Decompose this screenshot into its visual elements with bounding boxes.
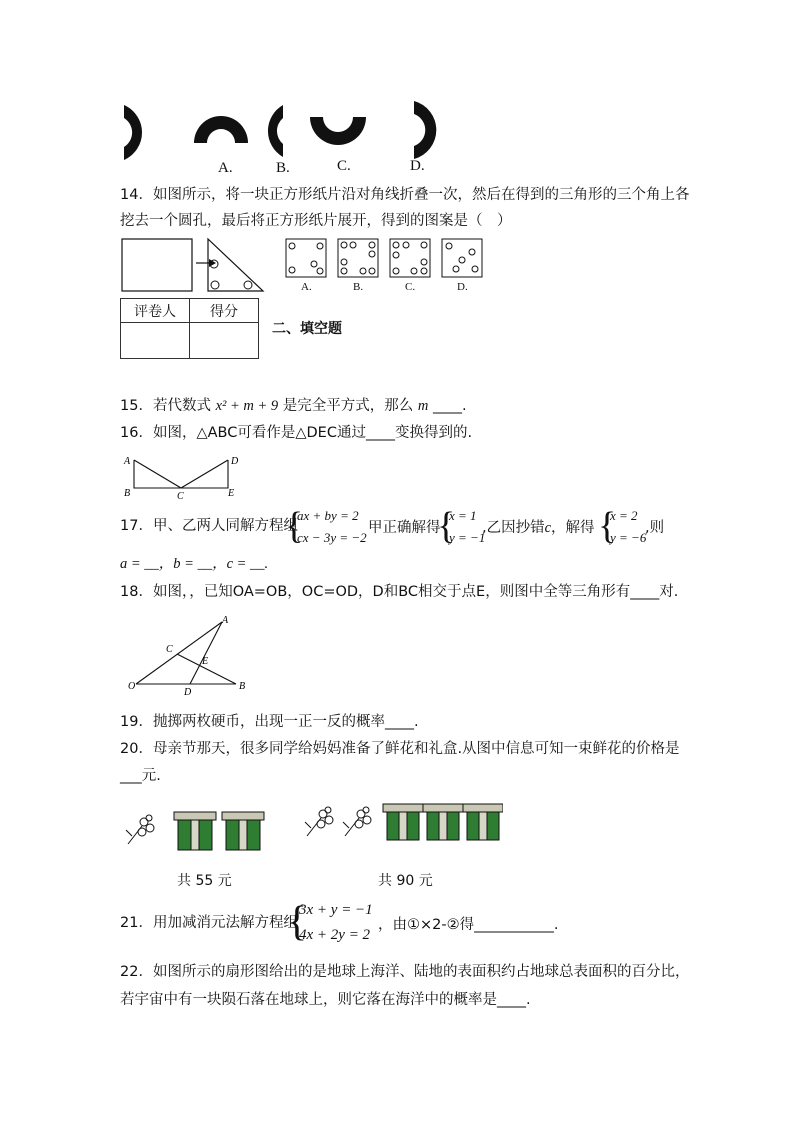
gift-box-icon bbox=[463, 804, 503, 840]
q14-option-d-label: D. bbox=[457, 281, 468, 293]
q18-label-c: C bbox=[166, 644, 173, 655]
q21-eq2: 4x + 2y = 2 bbox=[299, 927, 371, 943]
q14-option-b-label: B. bbox=[353, 281, 364, 293]
q14-option-a-label: A. bbox=[301, 281, 312, 293]
q17-s1a: x = 1 bbox=[449, 508, 477, 523]
q17-c-var: c bbox=[544, 520, 552, 536]
q17-mid2: ,乙因抄错c，解得 bbox=[482, 520, 595, 536]
q17-brace-1: { bbox=[285, 505, 304, 547]
q18-label-a: A bbox=[222, 615, 229, 626]
q13-option-a-shape bbox=[194, 116, 248, 143]
q17-mid1: 甲正确解得 bbox=[368, 520, 441, 536]
flower-icon bbox=[126, 815, 154, 844]
q17-s1b: y = −1 bbox=[449, 530, 486, 545]
q15-mid: 是完全平方式，那么 bbox=[278, 398, 418, 414]
q15 bbox=[120, 396, 467, 416]
gift-box-icon bbox=[383, 804, 423, 840]
q13-option-c-shape bbox=[310, 117, 366, 145]
gift-box-icon bbox=[423, 804, 463, 840]
q13-original-shape bbox=[124, 105, 142, 160]
q17-solution-2 bbox=[610, 505, 646, 549]
q21-brace: { bbox=[287, 899, 308, 945]
q13-option-c-label: C. bbox=[337, 158, 351, 174]
q20-figure-right bbox=[303, 800, 503, 846]
q15-post: ____. bbox=[428, 398, 467, 414]
q21-pre: 21．用加减消元法解方程组 bbox=[120, 915, 298, 931]
q21-eq1: 3x + y = −1 bbox=[299, 902, 373, 918]
q16-label-d: D bbox=[231, 456, 239, 467]
q16-label-b: B bbox=[124, 488, 131, 499]
flower-icon bbox=[343, 807, 371, 836]
score-table bbox=[120, 298, 259, 359]
q18-text: 18．如图，，已知OA=OB，OC=OD，D和BC相交于点E，则图中全等三角形有____对. bbox=[120, 584, 679, 600]
q17-eq1: ax + by = 2 bbox=[297, 508, 359, 523]
q13-option-b-label: B. bbox=[276, 160, 290, 176]
q14-text-2: 挖去一个圆孔，最后将正方形纸片展开，得到的图案是（ ） bbox=[120, 213, 512, 229]
score-table-header-score: 得分 bbox=[190, 299, 259, 323]
q17-s2a: x = 2 bbox=[610, 508, 638, 523]
q17-eq2: cx − 3y = −2 bbox=[297, 530, 367, 545]
q17-s2b: y = −6 bbox=[610, 530, 647, 545]
q16-figure bbox=[120, 450, 250, 500]
q16-label-e: E bbox=[228, 488, 235, 499]
q17-system bbox=[297, 505, 367, 549]
q22-text-2: 若宇宙中有一块陨石落在地球上，则它落在海洋中的概率是____. bbox=[120, 992, 531, 1008]
q20-caption-left: 共 55 元 bbox=[177, 873, 232, 889]
q16-text: 16．如图，△ABC可看作是△DEC通过____变换得到的. bbox=[120, 425, 473, 441]
q13-option-d-shape bbox=[414, 101, 436, 159]
q18-label-b: B bbox=[239, 681, 246, 692]
q20-text-2: ___元. bbox=[120, 768, 161, 784]
gift-box-icon bbox=[222, 812, 264, 850]
q21-post: ，由①×2-②得___________. bbox=[378, 917, 559, 933]
q17-solution-1 bbox=[449, 505, 485, 549]
q22-text: 22．如图所示的扇形图给出的是地球上海洋、陆地的表面积约占地球总表面积的百分比， bbox=[120, 964, 690, 980]
q14-option-c-label: C. bbox=[405, 281, 416, 293]
q13-option-b-shape bbox=[268, 105, 283, 157]
q19-text: 19．抛掷两枚硬币，出现一正一反的概率____. bbox=[120, 714, 419, 730]
q16-label-c: C bbox=[177, 491, 184, 500]
flower-icon bbox=[305, 807, 333, 836]
q14-text: 14．如图所示，将一块正方形纸片沿对角线折叠一次，然后在得到的三角形的三个角上各 bbox=[120, 187, 690, 203]
q15-expression: x² + m + 9 bbox=[215, 398, 279, 414]
q17-post: ,则 bbox=[645, 520, 665, 536]
q17-line-2: a = __，b = __，c = __. bbox=[120, 556, 269, 572]
q20-text: 20．母亲节那天，很多同学给妈妈准备了鲜花和礼盒.从图中信息可知一束鲜花的价格是 bbox=[120, 741, 680, 757]
q18-label-d: D bbox=[184, 687, 192, 698]
q20-caption-right: 共 90 元 bbox=[378, 873, 433, 889]
q15-var: m bbox=[417, 398, 429, 414]
q17-pre: 17．甲、乙两人同解方程组 bbox=[120, 518, 298, 534]
score-table-cell-score[interactable] bbox=[190, 323, 259, 359]
q18-label-o: O bbox=[128, 681, 136, 692]
q20-figure-left bbox=[122, 806, 272, 856]
q13-option-a-label: A. bbox=[218, 160, 233, 176]
score-table-header-reviewer: 评卷人 bbox=[121, 299, 190, 323]
q16-label-a: A bbox=[124, 456, 131, 467]
q17-brace-2: { bbox=[437, 505, 456, 547]
score-table-cell-reviewer[interactable] bbox=[121, 323, 190, 359]
q18-figure bbox=[124, 614, 264, 700]
gift-box-icon bbox=[174, 812, 216, 850]
q13-option-d-label: D. bbox=[410, 158, 425, 174]
section-title: 二、填空题 bbox=[272, 321, 342, 337]
q18-label-e: E bbox=[202, 656, 209, 667]
q15-pre: 15．若代数式 bbox=[120, 398, 216, 414]
q17-brace-3: { bbox=[598, 505, 617, 547]
q21-system bbox=[299, 898, 373, 948]
